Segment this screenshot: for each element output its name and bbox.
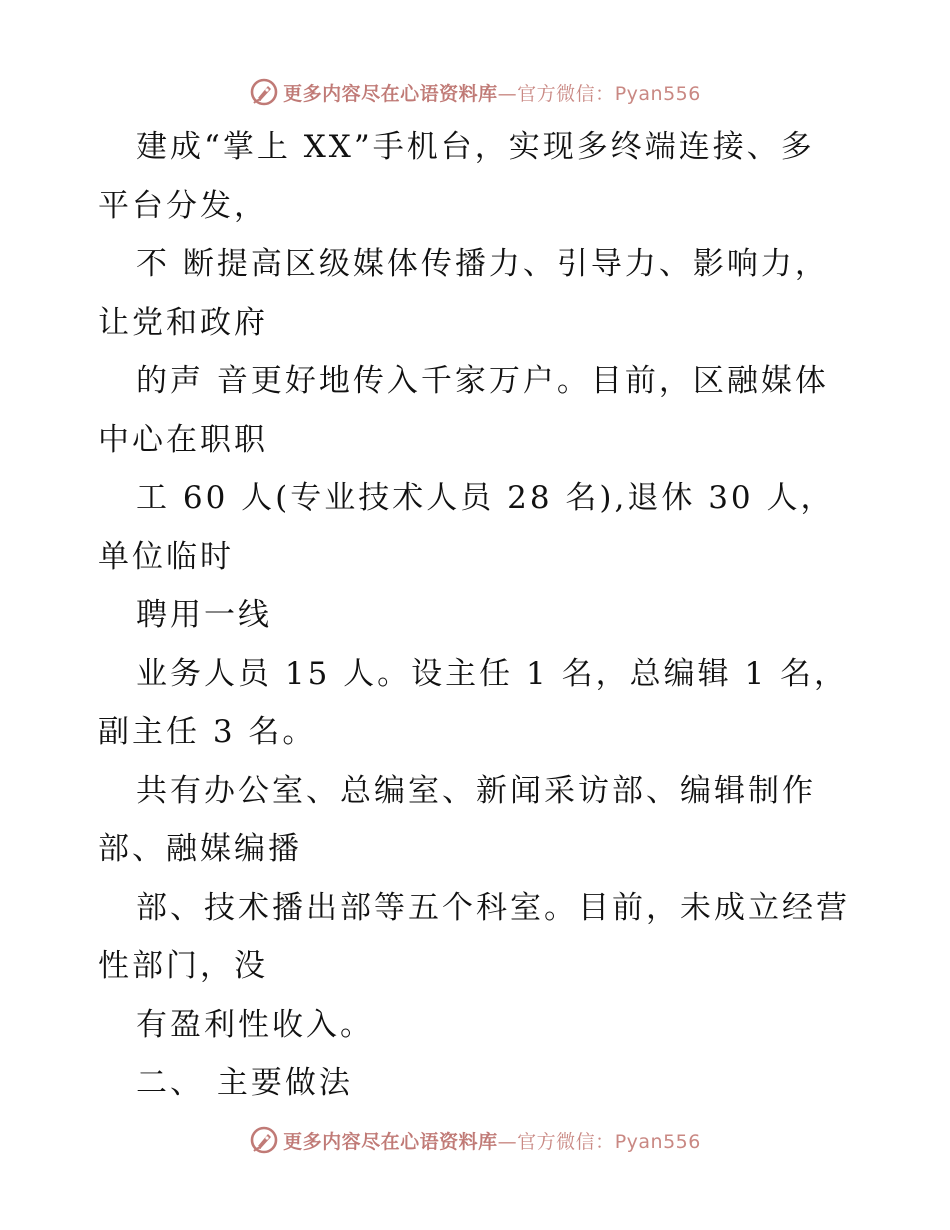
pen-nib-circle-icon [249, 1125, 279, 1155]
text-line: 部、融媒编播 [98, 831, 302, 867]
text-line: 共有办公室、总编室、新闻采访部、编辑制作 [136, 772, 816, 809]
text-line: 建成“掌上 XX”手机台，实现多终端连接、多 [136, 129, 815, 165]
section-heading: 二、 主要做法 [136, 1065, 353, 1101]
pen-nib-circle-icon [249, 77, 279, 107]
watermark-dash: — [497, 1130, 518, 1153]
text-line: 副主任 3 名。 [98, 714, 317, 750]
watermark-wechat-label: 官方微信： [517, 1130, 615, 1153]
watermark-wechat-label: 官方微信： [517, 82, 615, 105]
text-line: 中心在职职 [98, 421, 268, 458]
text-line: 单位临时 [98, 538, 234, 575]
text-line: 聘用一线 [136, 597, 272, 633]
document-body [98, 118, 858, 1113]
text-line: 的声 音更好地传入千家万户。目前，区融媒体 [136, 363, 829, 399]
watermark-wechat-id: Pyan556 [614, 1130, 701, 1153]
watermark-site-text: 更多内容尽在心语资料库 [283, 82, 498, 105]
text-line: 部、技术播出部等五个科室。目前，未成立经营 [136, 889, 850, 926]
text-line: 工 60 人(专业技术人员 28 名),退休 30 人， [136, 480, 835, 516]
text-line: 有盈利性收入。 [136, 1006, 374, 1043]
text-line: 不 断提高区级媒体传播力、引导力、影响力， [136, 246, 829, 282]
footer-watermark [0, 1118, 950, 1162]
header-watermark [0, 70, 950, 114]
watermark-site-text: 更多内容尽在心语资料库 [283, 1130, 498, 1153]
text-line: 性部门，没 [98, 948, 268, 984]
watermark-wechat-id: Pyan556 [614, 82, 701, 105]
text-line: 平台分发， [98, 187, 268, 224]
text-line: 让党和政府 [98, 304, 268, 341]
watermark-text [283, 1127, 701, 1154]
watermark-text [283, 79, 701, 106]
text-line: 业务人员 15 人。设主任 1 名，总编辑 1 名， [136, 655, 849, 692]
watermark-dash: — [497, 82, 518, 105]
